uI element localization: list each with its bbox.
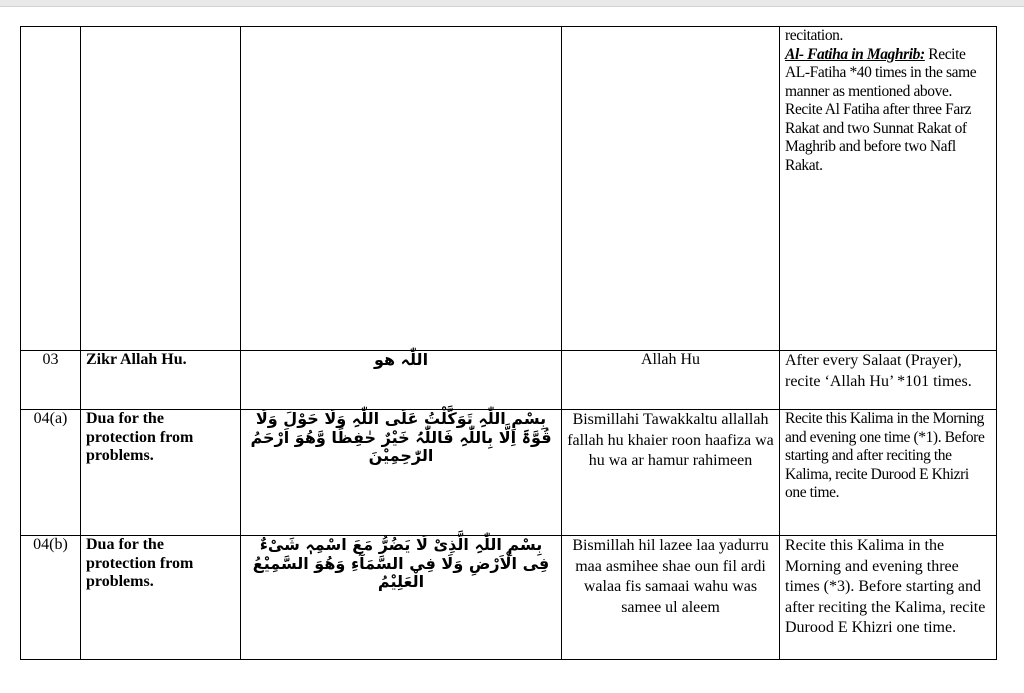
transliteration-text: Bismillah hil lazee laa yadurru maa asmihee shae oun fil ardi walaa fis samaai wahu was samee ul aleem [562, 536, 780, 660]
table-row-03 [21, 351, 997, 410]
instruction-text: Recite this Kalima in the Morning and evening three times (*3). Before starting and after reciting the Kalima, recite Durood E Khizri one time. [780, 536, 997, 660]
transliteration-text: Bismillahi Tawakkaltu allallah fallah hu khaier roon haafiza wa hu wa ar hamur rahimeen [562, 410, 780, 536]
row-number: 03 [21, 351, 81, 410]
maghrib-heading: Al- Fatiha in Maghrib: [785, 45, 925, 63]
row-number: 04(a) [21, 410, 81, 536]
table-row-04b [21, 536, 997, 660]
arabic-text: بِسْمِ اللّٰہِ تَوَکَّلْتُ عَلَی اللّٰہِ وَلَا حَوْلَ وَلَا قُوَّۃَ اِلَّا بِاللّٰہِ فَاللّٰہُ خَیْرٌ حٰفِظًا وَّھُوَ اَرْحَمُ الرّٰحِمِیْنَ [241, 410, 562, 536]
instruction-text: Recite this Kalima in the Morning and evening one time (*1). Before starting and after reciting the Kalima, recite Durood E Khizri one time. [780, 410, 997, 536]
number-cell [21, 27, 81, 351]
instruction-cell [780, 27, 997, 351]
arabic-text: بِسْمِ اللّٰہِ الَّذِیْ لَا یَضُرُّ مَعَ اسْمِہٖ شَیْءٌ فِی الْاَرْضِ وَلَا فِی السَّمَآءِ وَھُوَ السَّمِیْعُ الْعَلِیْمُ [241, 536, 562, 660]
dua-table [20, 26, 997, 660]
row-title: Dua for the protection from problems. [81, 536, 241, 660]
row-number: 04(b) [21, 536, 81, 660]
instruction-text: After every Salaat (Prayer), recite ‘Allah Hu’ *101 times. [780, 351, 997, 410]
viewer-top-bar [0, 0, 1024, 7]
maghrib-instruction: Recite AL-Fatiha *40 times in the same manner as mentioned above. Recite Al Fatiha after three Farz Rakat and two Sunnat Rakat of Maghrib and before two Nafl Rakat. [785, 45, 977, 174]
table-row-continued [21, 27, 997, 351]
recitation-text: recitation. [785, 27, 844, 44]
arabic-cell [241, 27, 562, 351]
title-cell [81, 27, 241, 351]
row-title: Zikr Allah Hu. [81, 351, 241, 410]
transliteration-text: Allah Hu [562, 351, 780, 410]
arabic-text: اللّٰہ ھو [241, 351, 562, 410]
table-row-04a [21, 410, 997, 536]
transliteration-cell [562, 27, 780, 351]
row-title: Dua for the protection from problems. [81, 410, 241, 536]
